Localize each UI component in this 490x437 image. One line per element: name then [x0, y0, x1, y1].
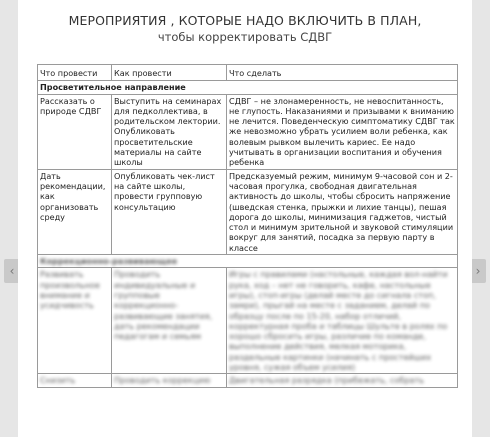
- section-row: [38, 81, 458, 94]
- table-row: [38, 94, 458, 169]
- section-title-educational: Просветительное направление: [38, 81, 458, 94]
- chevron-left-icon: ‹: [9, 264, 15, 278]
- right-margin-strip: [472, 0, 490, 437]
- cell-how: Проводить индивидуальные и групповые коррекционно-развивающие занятия, дать рекомендации педагогам и семьям: [112, 268, 227, 374]
- table-header-row: [38, 65, 458, 81]
- left-margin-strip: [0, 0, 18, 437]
- measures-table: [37, 64, 458, 388]
- cell-action: Двигательная разрядка (прибежать, собрать: [227, 374, 458, 387]
- table-row: [38, 374, 458, 387]
- cell-how: Проводить коррекцию: [112, 374, 227, 387]
- cell-what: Развивать произвольное внимание и усидчивость: [38, 268, 112, 374]
- cell-action: Игры с правилами (настольные, каждая вол-найти рука, ход – нет не говорить, кафе, настольные игры), стоп-игры (делай месте до сигнала стоп, замри), прыгай на месте с заданием, делай по образцу после по 15-20, набор отличий, корректурная проба и таблицы Шульте в ролях по хорошо сбросить игры, различие по команде, выполнение действия, мелкая моторика, раздельные картинки (начинать с простейших уровня, сужая объем усилия): [227, 268, 458, 374]
- section-title-correctional: Коррекционно-развивающее: [38, 255, 458, 268]
- document-subtitle: чтобы корректировать СДВГ: [157, 30, 333, 44]
- header-action: Что сделать: [227, 65, 458, 81]
- document-title: МЕРОПРИЯТИЯ , КОТОРЫЕ НАДО ВКЛЮЧИТЬ В ПЛАН,: [68, 13, 422, 28]
- cell-what: Снизить: [38, 374, 112, 387]
- document-page: [18, 0, 472, 437]
- next-page-button[interactable]: [470, 259, 486, 283]
- cell-what: Рассказать о природе СДВГ: [38, 94, 112, 169]
- table-row: [38, 169, 458, 254]
- table-row: [38, 268, 458, 374]
- header-how: Как провести: [112, 65, 227, 81]
- section-row: [38, 255, 458, 268]
- header-what: Что провести: [38, 65, 112, 81]
- cell-what: Дать рекомендации, как организовать среду: [38, 169, 112, 254]
- cell-how: Опубликовать чек-лист на сайте школы, провести групповую консультацию: [112, 169, 227, 254]
- cell-how: Выступить на семинарах для педколлектива, в родительском лектории. Опубликовать просветительские материалы на сайте школы: [112, 94, 227, 169]
- cell-action: СДВГ – не злонамеренность, не невоспитанность, не глупость. Наказаниями и призывами к вниманию не лечится. Поведенческую симптоматику СДВГ так же невозможно убрать усилием воли ребенка, как волевым рывком вылечить кариес. Ее надо учитывать в организации воспитания и обучения ребенка: [227, 94, 458, 169]
- chevron-right-icon: ›: [475, 264, 481, 278]
- cell-action: Предсказуемый режим, минимум 9-часовой сон и 2-часовая прогулка, свободная двигательная активность до школы, чтобы сбросить напряжение (шведская стенка, прыжки и лихие танцы), пешая дорога до школы, минимизация гаджетов, чистый стол и минимум зрительной и звуковой стимуляции вокруг для занятий, посадка за первую парту в классе: [227, 169, 458, 254]
